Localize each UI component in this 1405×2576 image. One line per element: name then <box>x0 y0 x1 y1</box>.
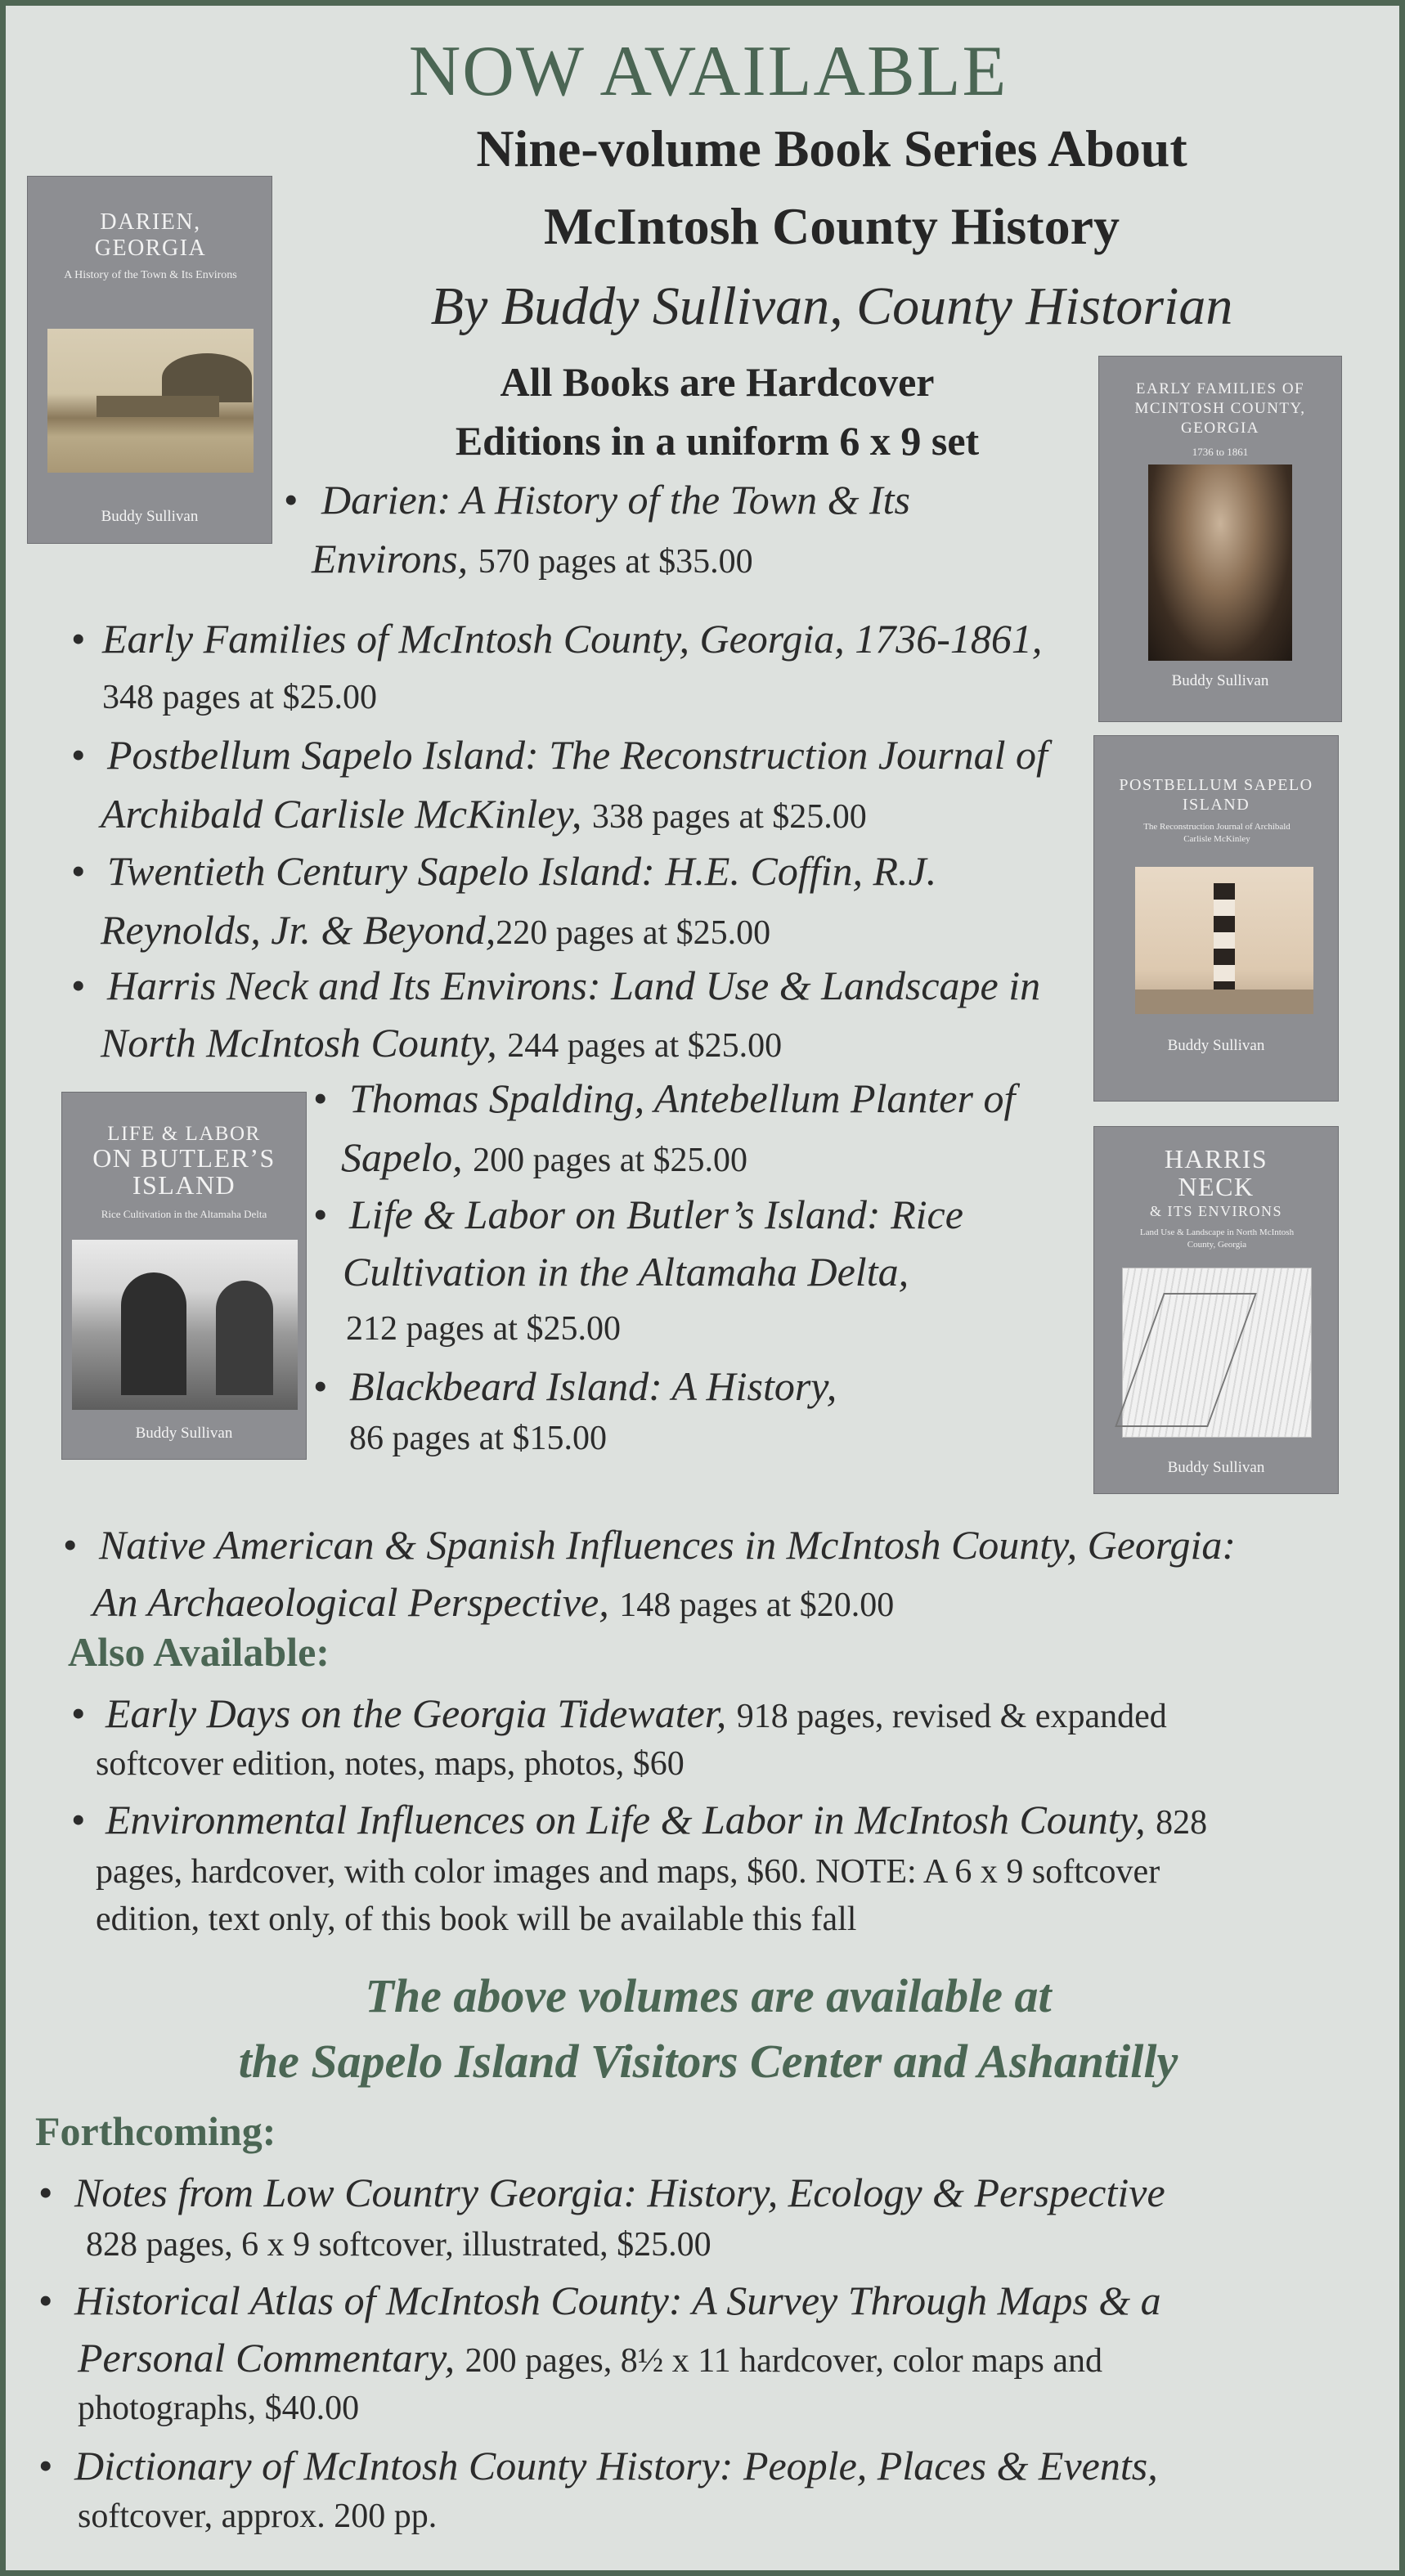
series-title-line2: McIntosh County History <box>543 197 1120 255</box>
book-early-families-details: 348 pages at $25.00 <box>102 679 377 716</box>
book-twentieth-century-line2: Reynolds, Jr. & Beyond,220 pages at $25.00 <box>101 907 771 953</box>
availability-line2: the Sapelo Island Visitors Center and Ashantilly <box>238 2035 1178 2088</box>
format-line1: All Books are Hardcover <box>500 359 935 405</box>
book-early-families-line1: Early Families of McIntosh County, Georgia, 1736-1861, <box>102 616 1043 662</box>
forthcoming-notes-details: 828 pages, 6 x 9 softcover, illustrated, $25.00 <box>86 2226 711 2264</box>
bullet: • <box>38 2443 53 2488</box>
book-harris-neck-line2: North McIntosh County, 244 pages at $25.00 <box>101 1020 783 1066</box>
also-early-days-line2: softcover edition, notes, maps, photos, $60 <box>96 1745 685 1783</box>
bullet: • <box>71 848 86 894</box>
book-thomas-spalding-line2: Sapelo, 200 pages at $25.00 <box>341 1134 748 1180</box>
cover-portrait <box>1148 464 1292 661</box>
forthcoming-dictionary-details: softcover, approx. 200 pp. <box>78 2497 438 2535</box>
also-environmental-line1: Environmental Influences on Life & Labor in McIntosh County, 828 <box>105 1797 1208 1842</box>
forthcoming-dictionary-title: Dictionary of McIntosh County History: People, Places & Events, <box>74 2443 1158 2488</box>
series-title-line1: Nine-volume Book Series About <box>476 119 1187 177</box>
bullet: • <box>38 2278 53 2323</box>
cover-early-families: EARLY FAMILIES OF MCINTOSH COUNTY, GEORGIA 1736 to 1861 Buddy Sullivan <box>1098 356 1342 722</box>
also-early-days-line1: Early Days on the Georgia Tidewater, 918 pages, revised & expanded <box>105 1690 1167 1736</box>
forthcoming-atlas-line1: Historical Atlas of McIntosh County: A Survey Through Maps & a <box>74 2278 1161 2323</box>
cover-butlers-island: LIFE & LABOR ON BUTLER’S ISLAND Rice Cultivation in the Altamaha Delta Buddy Sullivan <box>61 1092 307 1460</box>
book-blackbeard-line1: Blackbeard Island: A History, <box>349 1363 837 1409</box>
book-life-labor-line2: Cultivation in the Altamaha Delta, <box>343 1249 909 1295</box>
book-blackbeard-details: 86 pages at $15.00 <box>349 1420 607 1457</box>
bullet: • <box>71 1690 86 1736</box>
bullet: • <box>313 1363 328 1409</box>
cover-photo-harbor <box>47 329 254 473</box>
also-environmental-line3: edition, text only, of this book will be available this fall <box>96 1901 857 1938</box>
forthcoming-heading: Forthcoming: <box>35 2108 276 2154</box>
book-twentieth-century-line1: Twentieth Century Sapelo Island: H.E. Coffin, R.J. <box>107 848 937 894</box>
also-environmental-line2: pages, hardcover, with color images and maps, $60. NOTE: A 6 x 9 softcover <box>96 1853 1160 1891</box>
bullet: • <box>71 963 86 1008</box>
bullet: • <box>71 732 86 778</box>
book-postbellum-line2: Archibald Carlisle McKinley, 338 pages at $25.00 <box>101 791 867 837</box>
cover-harris-neck: HARRIS NECK & ITS ENVIRONS Land Use & Landscape in North McIntosh County, Georgia Buddy Sullivan <box>1093 1126 1339 1494</box>
bullet: • <box>71 616 86 662</box>
forthcoming-atlas-line2: Personal Commentary, 200 pages, 8½ x 11 hardcover, color maps and <box>78 2335 1102 2381</box>
book-harris-neck-line1: Harris Neck and Its Environs: Land Use & Landscape in <box>107 963 1041 1008</box>
book-native-american-line1: Native American & Spanish Influences in McIntosh County, Georgia: <box>99 1522 1237 1568</box>
book-thomas-spalding-line1: Thomas Spalding, Antebellum Planter of <box>349 1075 1016 1121</box>
cover-map <box>1122 1268 1312 1438</box>
book-life-labor-details: 212 pages at $25.00 <box>346 1310 621 1348</box>
byline: By Buddy Sullivan, County Historian <box>430 276 1233 336</box>
book-darien-line2: Environs, 570 pages at $35.00 <box>312 536 753 581</box>
bullet: • <box>38 2170 53 2215</box>
book-native-american-line2: An Archaeological Perspective, 148 pages at $20.00 <box>92 1579 895 1625</box>
availability-line1: The above volumes are available at <box>365 1969 1052 2022</box>
cover-darien: DARIEN, GEORGIA A History of the Town & Its Environs Buddy Sullivan <box>27 176 272 544</box>
cover-postbellum: POSTBELLUM SAPELO ISLAND The Reconstruction Journal of Archibald Carlisle McKinley Buddy Sullivan <box>1093 735 1339 1102</box>
book-postbellum-line1: Postbellum Sapelo Island: The Reconstruction Journal of <box>107 732 1048 778</box>
forthcoming-atlas-line3: photographs, $40.00 <box>78 2390 360 2427</box>
cover-photo-lighthouse <box>1135 867 1313 1014</box>
format-line2: Editions in a uniform 6 x 9 set <box>455 418 980 464</box>
cover-photo-boatmen <box>72 1240 298 1410</box>
book-life-labor-line1: Life & Labor on Butler’s Island: Rice <box>349 1192 963 1237</box>
bullet: • <box>71 1797 86 1842</box>
also-available-heading: Also Available: <box>68 1629 330 1675</box>
bullet: • <box>63 1522 78 1568</box>
book-darien-line1: Darien: A History of the Town & Its <box>321 477 910 523</box>
bullet: • <box>313 1075 328 1121</box>
bullet: • <box>284 477 299 523</box>
bullet: • <box>313 1192 328 1237</box>
forthcoming-notes-title: Notes from Low Country Georgia: History, Ecology & Perspective <box>74 2170 1165 2215</box>
now-available-heading: NOW AVAILABLE <box>408 32 1008 111</box>
